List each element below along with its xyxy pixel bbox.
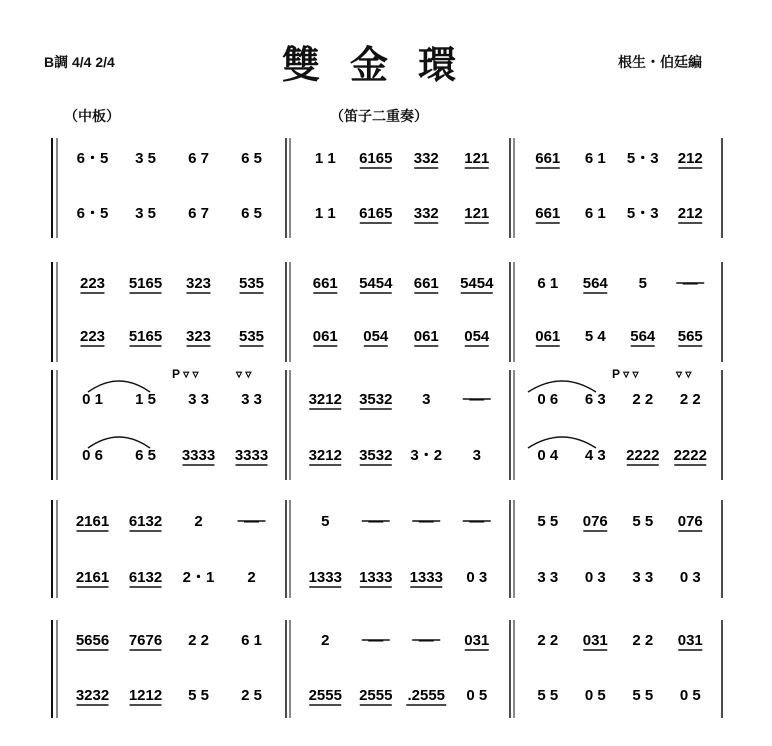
key-signature: B調 4/4 2/4 xyxy=(44,54,115,70)
upper-voice-note: 6 1 xyxy=(584,150,606,167)
upper-voice-note: 2 2 xyxy=(632,391,654,408)
lower-voice-note: 565 xyxy=(677,328,703,345)
upper-voice-note: — xyxy=(368,632,384,649)
lower-voice-note: 3 xyxy=(472,447,481,464)
upper-voice-note: 7676 xyxy=(128,632,163,649)
lower-voice-note: 5 5 xyxy=(188,687,209,704)
upper-voice-note: 661 xyxy=(413,275,439,292)
upper-voice-note: — xyxy=(469,513,485,530)
upper-voice-note: 223 xyxy=(79,275,106,292)
lower-voice-note: 2 xyxy=(247,569,256,586)
lower-voice-note: 3・2 xyxy=(410,447,443,464)
upper-voice-note: 3 xyxy=(422,391,431,408)
lower-voice-note: 3 3 xyxy=(537,569,559,586)
lower-voice-note: 6 5 xyxy=(135,447,156,464)
upper-voice-note: 2161 xyxy=(75,513,110,530)
lower-voice-note: 061 xyxy=(413,328,439,345)
lower-voice-note: 121 xyxy=(464,205,490,222)
lower-voice-note: 1 1 xyxy=(314,205,336,222)
upper-voice-note: 2 2 xyxy=(188,632,209,649)
lower-voice-note: 3532 xyxy=(359,447,393,464)
upper-voice-note: 5454 xyxy=(460,275,494,292)
lower-voice-note: 2222 xyxy=(673,447,707,464)
lower-voice-note: 0 3 xyxy=(466,569,488,586)
arranger-credit: 根生・伯廷編 xyxy=(618,54,702,70)
page-title: 雙金環 xyxy=(282,42,487,87)
lower-voice-note: 3333 xyxy=(234,447,269,464)
upper-voice-note: 5 xyxy=(321,513,330,530)
dynamic-mark: P ▿ ▿ xyxy=(612,367,639,381)
upper-voice-note: 2 2 xyxy=(632,632,654,649)
upper-voice-note: 5454 xyxy=(359,275,393,292)
upper-voice-note: 5 5 xyxy=(537,513,559,530)
lower-voice-note: .2555 xyxy=(407,687,446,704)
upper-voice-note: 3 3 xyxy=(241,391,262,408)
lower-voice-note: 6 7 xyxy=(188,205,209,222)
lower-voice-note: 054 xyxy=(464,328,490,345)
upper-voice-note: 2 xyxy=(321,632,330,649)
lower-voice-note: 3232 xyxy=(75,687,110,704)
upper-voice-note: 5 5 xyxy=(632,513,654,530)
upper-voice-note: 3 3 xyxy=(188,391,209,408)
upper-voice-note: 2 2 xyxy=(679,391,701,408)
upper-voice-note: 0 1 xyxy=(82,391,103,408)
upper-voice-note: — xyxy=(418,513,434,530)
lower-voice-note: 061 xyxy=(312,328,338,345)
lower-voice-note: 5 5 xyxy=(632,687,654,704)
lower-voice-note: 1333 xyxy=(359,569,393,586)
dynamic-mark: ▿ ▿ xyxy=(676,367,692,381)
lower-voice-note: 6165 xyxy=(359,205,393,222)
upper-voice-note: 3212 xyxy=(308,391,342,408)
lower-voice-note: 3333 xyxy=(181,447,216,464)
dynamic-mark: ▿ ▿ xyxy=(236,367,252,381)
upper-voice-note: 323 xyxy=(185,275,212,292)
lower-voice-note: 0 3 xyxy=(584,569,606,586)
lower-voice-note: 2222 xyxy=(626,447,660,464)
upper-voice-note: 076 xyxy=(582,513,608,530)
upper-voice-note: 6 1 xyxy=(537,275,559,292)
lower-voice-note: 0 5 xyxy=(466,687,488,704)
dynamic-mark: P ▿ ▿ xyxy=(172,367,199,381)
upper-voice-note: 2 xyxy=(194,513,203,530)
lower-voice-note: 5165 xyxy=(128,328,163,345)
upper-voice-note: 031 xyxy=(582,632,608,649)
tempo-marking: （中板） xyxy=(64,108,120,124)
lower-voice-note: 6 1 xyxy=(584,205,606,222)
lower-voice-note: 0 5 xyxy=(679,687,701,704)
upper-voice-note: 076 xyxy=(677,513,703,530)
lower-voice-note: 0 5 xyxy=(584,687,606,704)
upper-voice-note: 6165 xyxy=(359,150,393,167)
upper-voice-note: 0 6 xyxy=(537,391,559,408)
upper-voice-note: 6132 xyxy=(128,513,163,530)
upper-voice-note: — xyxy=(418,632,434,649)
lower-voice-note: 535 xyxy=(238,328,265,345)
upper-voice-note: 3532 xyxy=(359,391,393,408)
lower-voice-note: 3 5 xyxy=(135,205,156,222)
upper-voice-note: 1 5 xyxy=(135,391,156,408)
lower-voice-note: 223 xyxy=(79,328,106,345)
upper-voice-note: 031 xyxy=(464,632,490,649)
piece-subtitle: （笛子二重奏） xyxy=(330,108,428,124)
upper-voice-note: 332 xyxy=(413,150,439,167)
lower-voice-note: 0 6 xyxy=(82,447,103,464)
lower-voice-note: 5・3 xyxy=(626,205,659,222)
upper-voice-note: 661 xyxy=(535,150,561,167)
lower-voice-note: 2・1 xyxy=(182,569,215,586)
upper-voice-note: 1 1 xyxy=(314,150,336,167)
upper-voice-note: 2 2 xyxy=(537,632,559,649)
lower-voice-note: 3 3 xyxy=(632,569,654,586)
lower-voice-note: 5 5 xyxy=(537,687,559,704)
lower-voice-note: 332 xyxy=(413,205,439,222)
upper-voice-note: 121 xyxy=(464,150,490,167)
upper-voice-note: — xyxy=(368,513,384,530)
lower-voice-note: 2 5 xyxy=(241,687,262,704)
lower-voice-note: 2555 xyxy=(359,687,393,704)
lower-voice-note: 2555 xyxy=(308,687,342,704)
lower-voice-note: 323 xyxy=(185,328,212,345)
upper-voice-note: 564 xyxy=(582,275,608,292)
upper-voice-note: 031 xyxy=(677,632,703,649)
upper-voice-note: 5656 xyxy=(75,632,110,649)
lower-voice-note: 6・5 xyxy=(76,205,109,222)
upper-voice-note: 5・3 xyxy=(626,150,659,167)
upper-voice-note: 661 xyxy=(312,275,338,292)
lower-voice-note: 1333 xyxy=(409,569,443,586)
lower-voice-note: 2161 xyxy=(75,569,110,586)
upper-voice-note: 5165 xyxy=(128,275,163,292)
lower-voice-note: 0 3 xyxy=(679,569,701,586)
lower-voice-note: 4 3 xyxy=(584,447,606,464)
upper-voice-note: 6 5 xyxy=(241,150,262,167)
upper-voice-note: 6 3 xyxy=(584,391,606,408)
upper-voice-note: — xyxy=(244,513,259,530)
upper-voice-note: 6・5 xyxy=(76,150,109,167)
upper-voice-note: 6 1 xyxy=(241,632,262,649)
lower-voice-note: 1212 xyxy=(128,687,163,704)
lower-voice-note: 564 xyxy=(630,328,656,345)
upper-voice-note: 212 xyxy=(677,150,703,167)
lower-voice-note: 054 xyxy=(363,328,389,345)
upper-voice-note: — xyxy=(469,391,485,408)
lower-voice-note: 0 4 xyxy=(537,447,559,464)
lower-voice-note: 212 xyxy=(677,205,703,222)
lower-voice-note: 1333 xyxy=(308,569,342,586)
lower-voice-note: 3212 xyxy=(308,447,342,464)
lower-voice-note: 061 xyxy=(535,328,561,345)
lower-voice-note: 661 xyxy=(535,205,561,222)
upper-voice-note: 6 7 xyxy=(188,150,209,167)
lower-voice-note: 6132 xyxy=(128,569,163,586)
lower-voice-note: 5 4 xyxy=(584,328,606,345)
upper-voice-note: 5 xyxy=(638,275,647,292)
upper-voice-note: 535 xyxy=(238,275,265,292)
upper-voice-note: 3 5 xyxy=(135,150,156,167)
lower-voice-note: 6 5 xyxy=(241,205,262,222)
upper-voice-note: — xyxy=(682,275,698,292)
